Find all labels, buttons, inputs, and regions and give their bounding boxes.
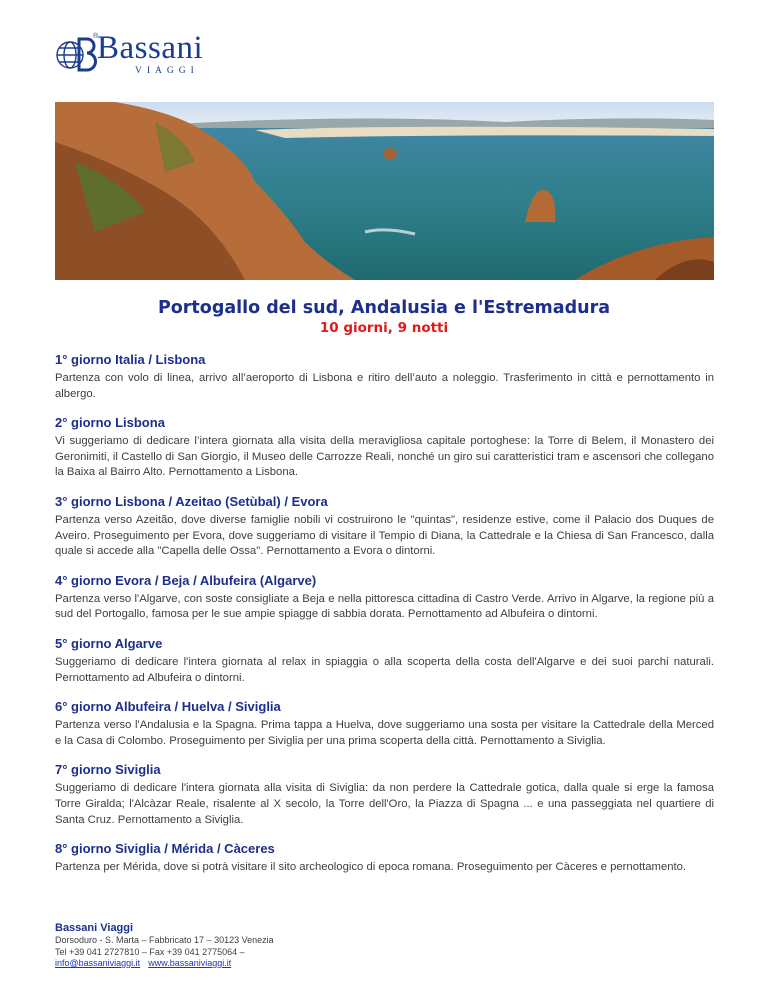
footer-address: Dorsoduro - S. Marta – Fabbricato 17 – 30123 Venezia [55, 935, 274, 945]
itinerary-day [55, 841, 714, 876]
footer [55, 922, 274, 970]
day-description: Partenza verso Azeitão, dove diverse famiglie nobili vi costruirono le "quintas", residenze estive, come il Palacio dos Duques de Aveiro. Proseguimento per Evora, dove suggeriamo di visitare il Tempio di Diana, la Cattedrale e la Chiesa di San Francesco, dalla quale si accede alla "Capella delle Ossa". Pernottamento a Evora o dintorni. [55, 513, 714, 558]
email-link[interactable]: info@bassaniviaggi.it [55, 958, 141, 968]
brand-name: Bassani [97, 30, 204, 66]
day-description: Suggeriamo di dedicare l'intera giornata alla visita di Siviglia: da non perdere la Cattedrale gotica, dalla quale si erge la famosa Torre Giralda; l'Alcàzar Reale, risalente al X secolo, la Torre dell'Oro, la Piazza di Spagna ... e una passeggiata nel quartiere di Santa Cruz. Pernottamento a Siviglia. [55, 782, 714, 826]
day-heading: 2° giorno Lisbona [55, 415, 165, 431]
day-description: Partenza con volo di linea, arrivo all’aeroporto di Lisbona e ritiro dell’auto a noleggio. Trasferimento in città e pernottamento in albergo. [55, 372, 714, 400]
coastline-photo [55, 102, 714, 280]
itinerary [55, 352, 714, 889]
itinerary-day [55, 494, 714, 560]
day-description: Suggeriamo di dedicare l'intera giornata al relax in spiaggia o alla scoperta della costa dell'Algarve e dei suoi parchi naturali. Pernottamento ad Albufeira o dintorni. [55, 655, 714, 684]
footer-company: Bassani Viaggi [55, 922, 134, 934]
company-logo: ® Bassani VIAGGI [55, 33, 245, 81]
website-link[interactable]: www.bassaniviaggi.it [148, 958, 232, 968]
page-title: Portogallo del sud, Andalusia e l'Estremadura [157, 298, 611, 318]
itinerary-day [55, 415, 714, 481]
itinerary-day [55, 699, 714, 749]
day-description: Vi suggeriamo di dedicare l’intera giornata alla visita della meravigliosa capitale portoghese: la Torre di Belem, il Monastero dei Geronimiti, il Castello di San Giorgio, il Museo delle Carrozze Reali, nonché un giro sui caratteristici tram e ascensori che collegano la Baixa al Bairro Alto. Pernottamento a Lisbona. [55, 435, 714, 479]
day-description: Partenza verso l'Algarve, con soste consigliate a Beja e nella pittoresca cittadina di Castro Verde. Arrivo in Algarve, la regione più a sud del Portogallo, famosa per le sue ampie spiagge di sabbia dorata. Pernottamento ad Albufeira o dintorni. [55, 592, 714, 621]
day-heading: 7° giorno Siviglia [55, 762, 161, 778]
brand-tagline: VIAGGI [135, 66, 199, 76]
day-heading: 4° giorno Evora / Beja / Albufeira (Algarve) [55, 572, 317, 588]
day-heading: 5° giorno Algarve [55, 635, 163, 651]
itinerary-day [55, 573, 714, 623]
day-heading: 3° giorno Lisbona / Azeitao (Setùbal) / Evora [55, 493, 328, 509]
day-heading: 1° giorno Italia / Lisbona [55, 352, 206, 367]
trip-duration: 10 giorni, 9 notti [319, 320, 449, 336]
day-description: Partenza per Mérida, dove si potrà visitare il sito archeologico di epoca romana. Proseguimento per Càceres e pernottamento. [55, 861, 687, 874]
itinerary-day [55, 762, 714, 828]
day-description: Partenza verso l'Andalusia e la Spagna. Prima tappa a Huelva, dove suggeriamo una sosta per visitare la Cattedrale della Merced e la Casa di Colombo. Proseguimento per Siviglia per una prima scoperta della città. Pernottamento a Siviglia. [55, 719, 714, 747]
itinerary-day [55, 352, 714, 402]
footer-phone: Tel +39 041 2727810 – Fax +39 041 2775064 – [55, 946, 245, 957]
day-heading: 8° giorno Siviglia / Mérida / Càceres [55, 841, 275, 857]
day-heading: 6° giorno Albufeira / Huelva / Siviglia [55, 699, 281, 715]
itinerary-day [55, 636, 714, 686]
footer-links [55, 958, 274, 970]
